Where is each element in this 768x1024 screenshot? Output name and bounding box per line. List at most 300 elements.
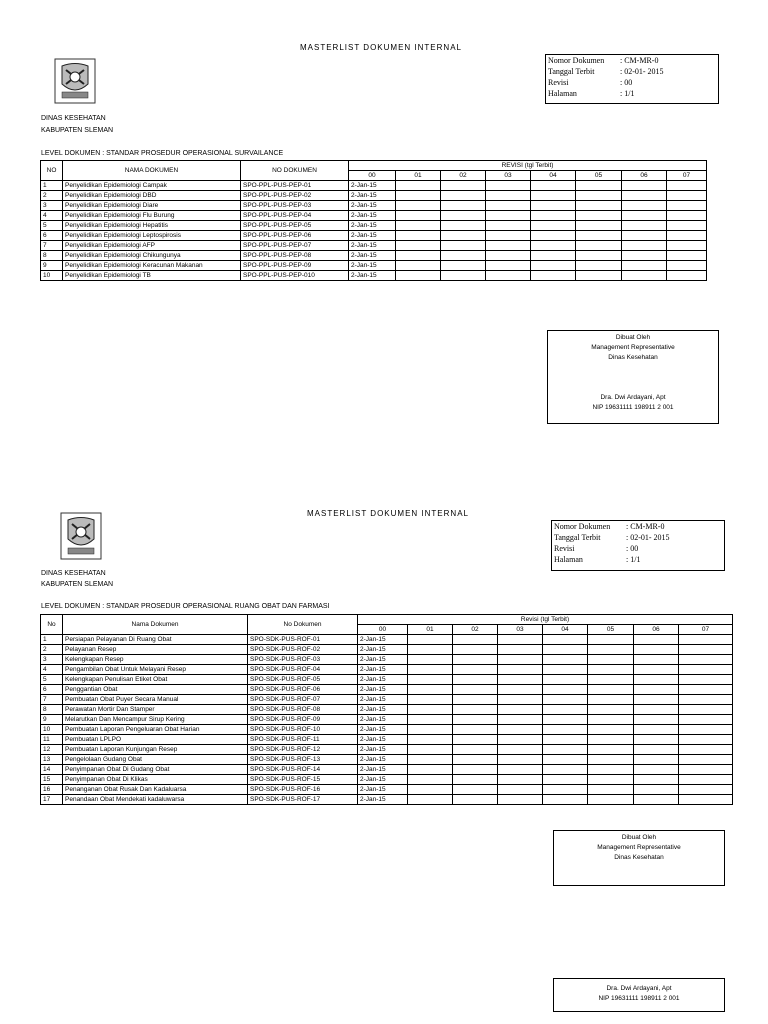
sig-made-by: Dibuat Oleh [615,334,651,341]
cell-nodok: SPO-PPL-PUS-PEP-07 [241,241,349,251]
cell-no: 8 [41,251,63,261]
cell-revision-empty [588,775,634,785]
cell-revision-empty [622,211,667,221]
cell-no: 10 [41,725,63,735]
cell-revision-empty [408,655,453,665]
cell-revision-empty [543,785,588,795]
cell-revision-empty [486,191,531,201]
info-value: : 00 [620,78,633,87]
cell-revision-empty [486,231,531,241]
cell-nama: Pembuatan Obat Puyer Secara Manual [63,695,248,705]
cell-revision-empty [408,745,453,755]
cell-revision-empty [679,725,733,735]
cell-revision-empty [576,261,622,271]
cell-revision-empty [486,181,531,191]
revision-col-header: 07 [667,171,707,181]
cell-revision-empty [543,685,588,695]
cell-revision-empty [679,645,733,655]
cell-r00: 2-Jan-15 [358,705,408,715]
cell-revision-empty [667,231,707,241]
cell-no: 2 [41,191,63,201]
cell-revision-empty [679,695,733,705]
table-row [41,201,707,211]
info-key: Tanggal Terbit [554,533,601,542]
cell-revision-empty [453,745,498,755]
cell-r00: 2-Jan-15 [358,775,408,785]
cell-revision-empty [408,735,453,745]
info-value: : 1/1 [626,555,641,564]
cell-nodok: SPO-PPL-PUS-PEP-010 [241,271,349,281]
cell-nodok: SPO-PPL-PUS-PEP-04 [241,211,349,221]
cell-nama: Penyelidikan Epidemiologi Chikungunya [63,251,241,261]
cell-nodok: SPO-SDK-PUS-ROF-13 [248,755,358,765]
cell-r00: 2-Jan-15 [358,785,408,795]
cell-revision-empty [408,635,453,645]
cell-nodok: SPO-SDK-PUS-ROF-14 [248,765,358,775]
cell-revision-empty [679,765,733,775]
cell-revision-empty [588,765,634,775]
cell-nodok: SPO-SDK-PUS-ROF-09 [248,715,358,725]
cell-nodok: SPO-SDK-PUS-ROF-15 [248,775,358,785]
sig-nip: NIP 19631111 198911 2 001 [598,995,680,1002]
cell-nama: Penyelidikan Epidemiologi Campak [63,181,241,191]
col-header-no: NO [41,161,63,181]
cell-nama: Kelengkapan Penulisan Etiket Obat [63,675,248,685]
cell-revision-empty [441,231,486,241]
info-value: : 02-01- 2015 [626,533,670,542]
table-row [41,755,733,765]
cell-revision-empty [543,715,588,725]
cell-revision-empty [408,795,453,805]
cell-revision-empty [634,665,679,675]
cell-revision-empty [531,261,576,271]
cell-revision-empty [622,221,667,231]
cell-revision-empty [441,251,486,261]
cell-revision-empty [543,675,588,685]
cell-revision-empty [588,685,634,695]
cell-revision-empty [667,251,707,261]
section2-signature-name-box [553,978,725,1012]
cell-revision-empty [588,735,634,745]
cell-nama: Pembuatan Laporan Pengeluaran Obat Harian [63,725,248,735]
table-row [41,665,733,675]
table-row [41,231,707,241]
sig-nip: NIP 19631111 198911 2 001 [592,404,674,411]
cell-revision-empty [588,715,634,725]
sig-role: Management Representative [597,844,681,851]
sig-name: Dra. Dwi Ardayani, Apt [600,394,666,401]
cell-r00: 2-Jan-15 [358,715,408,725]
info-value: : 02-01- 2015 [620,67,664,76]
cell-revision-empty [622,241,667,251]
cell-revision-empty [453,765,498,775]
section2-title: MASTERLIST DOKUMEN INTERNAL [307,509,469,518]
cell-revision-empty [498,745,543,755]
cell-revision-empty [667,191,707,201]
cell-revision-empty [453,725,498,735]
cell-revision-empty [453,785,498,795]
cell-revision-empty [396,221,441,231]
table-row [41,715,733,725]
cell-revision-empty [531,251,576,261]
cell-nodok: SPO-PPL-PUS-PEP-05 [241,221,349,231]
cell-nodok: SPO-SDK-PUS-ROF-01 [248,635,358,645]
cell-revision-empty [679,775,733,785]
cell-r00: 2-Jan-15 [358,765,408,775]
cell-revision-empty [441,221,486,231]
section2-table [40,614,733,805]
cell-nama: Penyelidikan Epidemiologi Diare [63,201,241,211]
cell-revision-empty [679,685,733,695]
table-row [41,725,733,735]
cell-revision-empty [622,231,667,241]
cell-revision-empty [498,705,543,715]
cell-revision-empty [679,635,733,645]
cell-revision-empty [396,191,441,201]
cell-revision-empty [622,271,667,281]
cell-revision-empty [588,795,634,805]
cell-revision-empty [543,775,588,785]
cell-r00: 2-Jan-15 [358,645,408,655]
cell-revision-empty [453,675,498,685]
sig-office: Dinas Kesehatan [608,354,658,361]
cell-revision-empty [441,181,486,191]
cell-revision-empty [441,211,486,221]
cell-revision-empty [679,675,733,685]
cell-revision-empty [588,695,634,705]
cell-revision-empty [543,755,588,765]
revision-col-header: 06 [634,625,679,635]
table-row [41,705,733,715]
revision-col-header: 02 [453,625,498,635]
table-row [41,655,733,665]
sig-name: Dra. Dwi Ardayani, Apt [606,985,672,992]
cell-revision-empty [634,735,679,745]
revision-col-header: 05 [588,625,634,635]
cell-revision-empty [588,705,634,715]
cell-revision-empty [396,181,441,191]
cell-no: 1 [41,181,63,191]
sig-office: Dinas Kesehatan [614,854,664,861]
revision-col-header: 01 [396,171,441,181]
cell-no: 10 [41,271,63,281]
cell-revision-empty [588,745,634,755]
table-row [41,685,733,695]
cell-no: 6 [41,231,63,241]
cell-revision-empty [667,261,707,271]
cell-revision-empty [498,775,543,785]
cell-nodok: SPO-SDK-PUS-ROF-16 [248,785,358,795]
cell-r00: 2-Jan-15 [358,755,408,765]
cell-r00: 2-Jan-15 [358,795,408,805]
cell-nama: Kelengkapan Resep [63,655,248,665]
revision-col-header: 01 [408,625,453,635]
cell-revision-empty [576,231,622,241]
cell-revision-empty [634,785,679,795]
cell-no: 8 [41,705,63,715]
cell-revision-empty [543,765,588,775]
cell-revision-empty [543,745,588,755]
section1-title: MASTERLIST DOKUMEN INTERNAL [300,43,462,52]
cell-r00: 2-Jan-15 [358,655,408,665]
cell-revision-empty [588,655,634,665]
cell-revision-empty [667,201,707,211]
cell-nodok: SPO-SDK-PUS-ROF-08 [248,705,358,715]
cell-no: 5 [41,675,63,685]
cell-revision-empty [453,695,498,705]
cell-revision-empty [576,271,622,281]
cell-r00: 2-Jan-15 [349,221,396,231]
revision-col-header: 00 [349,171,396,181]
cell-r00: 2-Jan-15 [358,735,408,745]
cell-revision-empty [622,261,667,271]
cell-r00: 2-Jan-15 [349,211,396,221]
cell-revision-empty [408,665,453,675]
cell-nama: Penyelidikan Epidemiologi Leptospirosis [63,231,241,241]
cell-nama: Perawatan Mortir Dan Stamper [63,705,248,715]
cell-revision-empty [498,695,543,705]
cell-revision-empty [634,765,679,775]
revision-col-header: 00 [358,625,408,635]
table-row [41,745,733,755]
info-key: Revisi [548,78,569,87]
cell-revision-empty [531,191,576,201]
cell-revision-empty [543,645,588,655]
cell-revision-empty [634,645,679,655]
cell-r00: 2-Jan-15 [349,261,396,271]
info-key: Halaman [554,555,583,564]
cell-nodok: SPO-SDK-PUS-ROF-04 [248,665,358,675]
cell-nodok: SPO-PPL-PUS-PEP-02 [241,191,349,201]
cell-revision-empty [486,251,531,261]
cell-revision-empty [531,201,576,211]
cell-revision-empty [634,775,679,785]
cell-revision-empty [576,201,622,211]
cell-r00: 2-Jan-15 [358,695,408,705]
cell-revision-empty [588,645,634,655]
cell-no: 16 [41,785,63,795]
cell-nama: Penyelidikan Epidemiologi Flu Burung [63,211,241,221]
cell-nama: Penanganan Obat Rusak Dan Kadaluarsa [63,785,248,795]
info-key: Nomor Dokumen [554,522,611,531]
cell-revision-empty [453,775,498,785]
table-row [41,211,707,221]
section2-signature-box [553,830,725,886]
table-row [41,271,707,281]
cell-revision-empty [588,725,634,735]
section2-info-box [551,520,725,571]
info-value: : 1/1 [620,89,635,98]
info-value: : CM-MR-0 [620,56,659,65]
cell-revision-empty [498,755,543,765]
cell-no: 3 [41,201,63,211]
table-row [41,695,733,705]
cell-revision-empty [634,745,679,755]
info-row [546,55,718,66]
cell-revision-empty [588,665,634,675]
cell-nodok: SPO-PPL-PUS-PEP-03 [241,201,349,211]
cell-no: 13 [41,755,63,765]
cell-no: 17 [41,795,63,805]
cell-revision-empty [543,695,588,705]
cell-revision-empty [453,795,498,805]
section2-org-line1: DINAS KESEHATAN [41,570,106,577]
section1-info-box [545,54,719,104]
cell-no: 1 [41,635,63,645]
section1-org-line2: KABUPATEN SLEMAN [41,127,114,134]
col-header-nama: NAMA DOKUMEN [63,161,241,181]
cell-nama: Penyelidikan Epidemiologi DBD [63,191,241,201]
cell-r00: 2-Jan-15 [349,191,396,201]
cell-revision-empty [543,725,588,735]
cell-revision-empty [622,191,667,201]
cell-nama: Pelayanan Resep [63,645,248,655]
cell-r00: 2-Jan-15 [358,665,408,675]
cell-revision-empty [667,211,707,221]
cell-revision-empty [498,715,543,725]
cell-revision-empty [408,785,453,795]
cell-nodok: SPO-PPL-PUS-PEP-09 [241,261,349,271]
cell-revision-empty [408,685,453,695]
col-header-nodok: No Dokumen [248,615,358,635]
cell-nodok: SPO-SDK-PUS-ROF-03 [248,655,358,665]
cell-revision-empty [486,211,531,221]
cell-nama: Pengambilan Obat Untuk Melayani Resep [63,665,248,675]
cell-revision-empty [396,261,441,271]
cell-revision-empty [588,785,634,795]
col-header-revisi: REVISI (tgl Terbit) [349,161,707,171]
cell-revision-empty [634,725,679,735]
cell-revision-empty [634,755,679,765]
cell-revision-empty [634,675,679,685]
cell-revision-empty [679,755,733,765]
cell-revision-empty [396,231,441,241]
section1-table [40,160,707,281]
revision-col-header: 06 [622,171,667,181]
cell-nodok: SPO-PPL-PUS-PEP-08 [241,251,349,261]
cell-revision-empty [408,775,453,785]
cell-no: 9 [41,261,63,271]
cell-no: 7 [41,695,63,705]
cell-revision-empty [453,735,498,745]
table-row [41,785,733,795]
revision-col-header: 03 [486,171,531,181]
cell-revision-empty [498,735,543,745]
cell-revision-empty [634,635,679,645]
cell-nama: Melarutkan Dan Mencampur Sirup Kering [63,715,248,725]
cell-revision-empty [498,785,543,795]
cell-revision-empty [441,261,486,271]
cell-revision-empty [679,735,733,745]
cell-no: 4 [41,211,63,221]
info-value: : CM-MR-0 [626,522,665,531]
cell-revision-empty [396,271,441,281]
cell-revision-empty [576,221,622,231]
cell-nama: Penyimpanan Obat Di Klikas [63,775,248,785]
cell-revision-empty [667,271,707,281]
table-row [41,261,707,271]
cell-nodok: SPO-SDK-PUS-ROF-17 [248,795,358,805]
cell-nama: Penyelidikan Epidemiologi Keracunan Makanan [63,261,241,271]
cell-revision-empty [667,221,707,231]
cell-revision-empty [667,181,707,191]
cell-nama: Persiapan Pelayanan Di Ruang Obat [63,635,248,645]
cell-revision-empty [396,211,441,221]
section1-level: LEVEL DOKUMEN : STANDAR PROSEDUR OPERASIONAL SURVAILANCE [41,150,284,157]
cell-revision-empty [453,715,498,725]
revision-col-header: 05 [576,171,622,181]
info-key: Halaman [548,89,577,98]
info-row [546,77,718,88]
cell-revision-empty [408,675,453,685]
revision-col-header: 02 [441,171,486,181]
cell-revision-empty [634,715,679,725]
cell-revision-empty [622,251,667,261]
cell-nama: Penggantian Obat [63,685,248,695]
cell-revision-empty [543,635,588,645]
cell-revision-empty [486,261,531,271]
section1-signature-box [547,330,719,424]
coat-of-arms-logo [60,512,102,560]
cell-r00: 2-Jan-15 [358,745,408,755]
cell-revision-empty [396,241,441,251]
table-row [41,775,733,785]
cell-r00: 2-Jan-15 [349,271,396,281]
cell-nodok: SPO-SDK-PUS-ROF-05 [248,675,358,685]
cell-nama: Pembuatan Laporan Kunjungan Resep [63,745,248,755]
table-row [41,675,733,685]
cell-revision-empty [441,201,486,211]
cell-no: 2 [41,645,63,655]
info-row [546,88,718,99]
cell-revision-empty [576,211,622,221]
table-row [41,191,707,201]
cell-revision-empty [576,241,622,251]
cell-r00: 2-Jan-15 [358,725,408,735]
table-row [41,735,733,745]
cell-revision-empty [408,715,453,725]
cell-revision-empty [531,271,576,281]
cell-nodok: SPO-SDK-PUS-ROF-12 [248,745,358,755]
cell-nodok: SPO-PPL-PUS-PEP-01 [241,181,349,191]
cell-revision-empty [498,685,543,695]
revision-col-header: 07 [679,625,733,635]
cell-revision-empty [622,181,667,191]
table-row [41,181,707,191]
col-header-revisi: Revisi (tgl Terbit) [358,615,733,625]
cell-nodok: SPO-SDK-PUS-ROF-07 [248,695,358,705]
cell-nodok: SPO-PPL-PUS-PEP-06 [241,231,349,241]
cell-nama: Penyelidikan Epidemiologi TB [63,271,241,281]
cell-revision-empty [408,755,453,765]
cell-revision-empty [634,685,679,695]
revision-col-header: 04 [531,171,576,181]
cell-revision-empty [622,201,667,211]
cell-no: 7 [41,241,63,251]
cell-no: 14 [41,765,63,775]
cell-revision-empty [588,635,634,645]
col-header-nodok: NO DOKUMEN [241,161,349,181]
revision-col-header: 04 [543,625,588,635]
cell-revision-empty [498,655,543,665]
info-row [546,66,718,77]
cell-revision-empty [531,241,576,251]
cell-no: 15 [41,775,63,785]
cell-revision-empty [543,735,588,745]
info-key: Nomor Dokumen [548,56,605,65]
info-key: Tanggal Terbit [548,67,595,76]
cell-r00: 2-Jan-15 [349,181,396,191]
